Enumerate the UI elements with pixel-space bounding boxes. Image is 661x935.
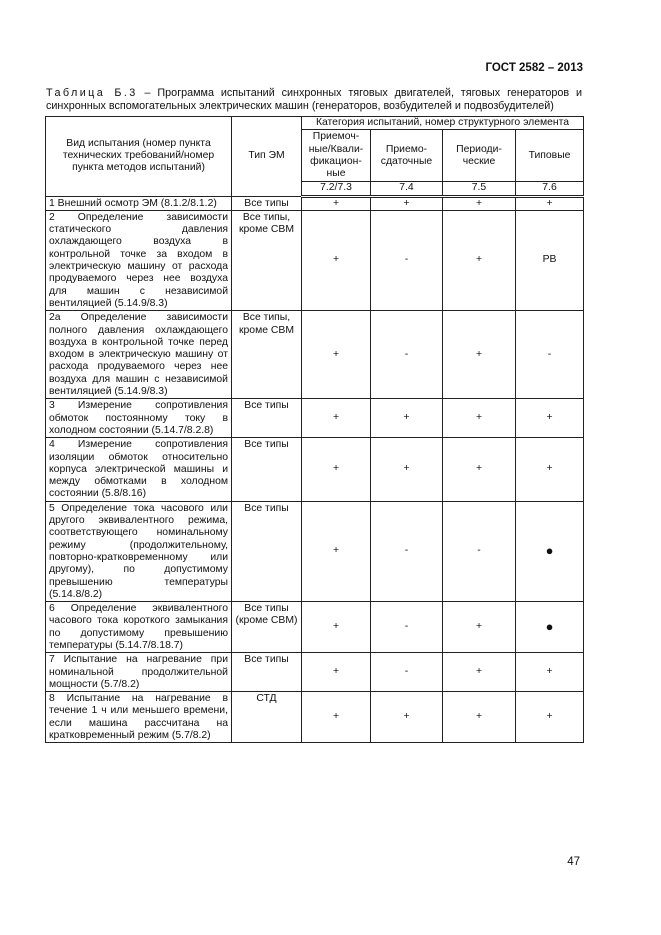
row-value: +: [302, 210, 371, 310]
header-row: [46, 117, 584, 130]
table-row: [46, 311, 584, 399]
row-value: -: [371, 210, 443, 310]
row-test: 5 Определение тока часового или другого эквивалентного режима, соответствующего номинальному режиму (продолжительному, повторно-кратковременному или другому), по допустимому превышению температуры (5.14.8/8.2): [46, 501, 232, 601]
table-row: [46, 399, 584, 438]
table-row: [46, 692, 584, 743]
row-test: 7 Испытание на нагревание при номинальной продолжительной мощности (5.7/8.2): [46, 653, 232, 692]
row-value: +: [443, 210, 516, 310]
row-value: +: [443, 692, 516, 743]
table-row: [46, 210, 584, 310]
row-value: +: [443, 602, 516, 653]
row-value: +: [516, 196, 584, 210]
row-test: 1 Внешний осмотр ЭМ (8.1.2/8.1.2): [46, 196, 232, 210]
header-em-type: Тип ЭМ: [232, 117, 302, 197]
header-test-type: Вид испытания (номер пункта технических требований/номер пункта методов испытаний): [46, 117, 232, 197]
row-value: +: [371, 692, 443, 743]
table-row: [46, 501, 584, 601]
row-value: +: [443, 438, 516, 501]
row-value: +: [302, 692, 371, 743]
row-value: +: [371, 438, 443, 501]
page-number: 47: [567, 856, 580, 868]
row-value: -: [516, 311, 584, 399]
row-value: +: [516, 653, 584, 692]
row-value: -: [371, 602, 443, 653]
row-value: +: [371, 196, 443, 210]
row-em-type: Все типы: [232, 653, 302, 692]
header-code-3: 7.6: [516, 182, 584, 196]
row-value: -: [371, 311, 443, 399]
row-value: +: [443, 311, 516, 399]
row-em-type: СТД: [232, 692, 302, 743]
row-value: +: [302, 311, 371, 399]
row-test: 2а Определение зависимости полного давления охлаждающего воздуха в контрольной точке перед входом в электрическую машину от расхода продуваемого через нее воздуха для машин с независимой вентиляцией (5.14.9/8.3): [46, 311, 232, 399]
row-value: +: [302, 501, 371, 601]
row-value: +: [443, 196, 516, 210]
header-cat-acceptance: Приемоч-ные/Квали-фикацион-ные: [302, 130, 371, 182]
row-value: ●: [516, 602, 584, 653]
row-value: -: [371, 501, 443, 601]
row-value: +: [302, 196, 371, 210]
row-em-type: Все типы: [232, 196, 302, 210]
row-em-type: Все типы: [232, 399, 302, 438]
header-cat-type: Типовые: [516, 130, 584, 182]
header-code-0: 7.2/7.3: [302, 182, 371, 196]
table-caption: [46, 87, 582, 113]
table-row: [46, 196, 584, 210]
row-test: 3 Измерение сопротивления обмоток постоянному току в холодном состоянии (5.14.7/8.2.8): [46, 399, 232, 438]
row-test: 2 Определение зависимости статического давления охлаждающего воздуха в контрольной точке за входом в электрическую машину от расхода продуваемого через нее воздуха для машин с независимой вентиляцией (5.14.9/8.3): [46, 210, 232, 310]
table-row: [46, 602, 584, 653]
table-row: [46, 438, 584, 501]
test-program-table: [45, 116, 584, 743]
table-caption-text: – Программа испытаний синхронных тяговых двигателей, тяговых генераторов и синхронных вспомогательных электрических машин (генераторов, возбудителей и подвозбудителей): [46, 87, 582, 112]
row-value: +: [371, 399, 443, 438]
header-category: Категория испытаний, номер структурного элемента: [302, 117, 584, 130]
row-value: +: [302, 653, 371, 692]
row-value: -: [371, 653, 443, 692]
row-value: +: [516, 692, 584, 743]
row-value: +: [302, 399, 371, 438]
row-value: +: [302, 602, 371, 653]
row-test: 6 Определение эквивалентного часового тока короткого замыкания по допустимому превышению температуры (5.14.7/8.18.7): [46, 602, 232, 653]
row-value: -: [443, 501, 516, 601]
header-cat-periodic: Периоди-ческие: [443, 130, 516, 182]
row-value: РВ: [516, 210, 584, 310]
row-em-type: Все типы: [232, 438, 302, 501]
header-code-1: 7.4: [371, 182, 443, 196]
table-caption-label: Таблица Б.3: [46, 87, 138, 99]
row-value: +: [516, 438, 584, 501]
row-em-type: Все типы (кроме СВМ): [232, 602, 302, 653]
row-value: +: [443, 399, 516, 438]
row-value: +: [443, 653, 516, 692]
row-value: +: [302, 438, 371, 501]
row-em-type: Все типы: [232, 501, 302, 601]
row-value: +: [516, 399, 584, 438]
header-cat-delivery: Приемо-сдаточные: [371, 130, 443, 182]
row-value: ●: [516, 501, 584, 601]
row-test: 4 Измерение сопротивления изоляции обмоток относительно корпуса электрической машины и между обмотками в холодном состоянии (5.8/8.16): [46, 438, 232, 501]
row-em-type: Все типы, кроме СВМ: [232, 210, 302, 310]
header-code-2: 7.5: [443, 182, 516, 196]
document-code: ГОСТ 2582 – 2013: [485, 62, 583, 74]
row-em-type: Все типы, кроме СВМ: [232, 311, 302, 399]
row-test: 8 Испытание на нагревание в течение 1 ч или меньшего времени, если машина рассчитана на кратковременный режим (5.7/8.2): [46, 692, 232, 743]
table-row: [46, 653, 584, 692]
